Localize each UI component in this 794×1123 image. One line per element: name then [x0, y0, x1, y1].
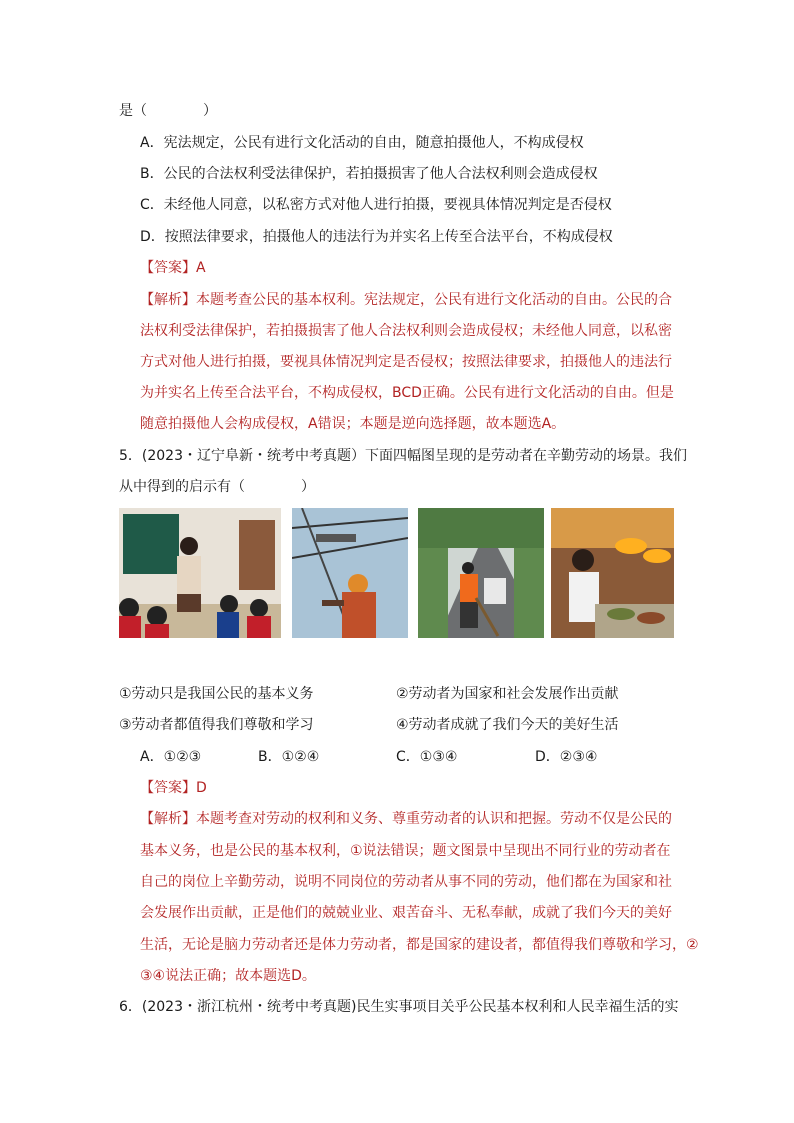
- q5-analysis-line-4: 会发展作出贡献，正是他们的兢兢业业、艰苦奋斗、无私奉献，成就了我们今天的美好: [140, 905, 672, 921]
- q5-analysis-line-5: 生活，无论是脑力劳动者还是体力劳动者，都是国家的建设者，都值得我们尊敬和学习，②: [140, 937, 699, 953]
- street-sweeper-photo: [418, 508, 544, 638]
- canteen-worker-photo: [551, 508, 674, 638]
- q4-option-a: A．宪法规定，公民有进行文化活动的自由，随意拍摄他人，不构成侵权: [140, 135, 584, 151]
- q4-analysis-line-3: 方式对他人进行拍摄，要视具体情况判定是否侵权；按照法律要求，拍摄他人的违法行: [140, 354, 672, 370]
- q5-analysis-line-6: ③④说法正确；故本题选D。: [140, 968, 316, 984]
- q5-analysis-line-1: 【解析】本题考查对劳动的权利和义务、尊重劳动者的认识和把握。劳动不仅是公民的: [140, 811, 672, 827]
- q6-stem-line-1: 6．(2023・浙江杭州・统考中考真题)民生实事项目关乎公民基本权利和人民幸福生活的实: [119, 999, 679, 1015]
- q5-choice-c: C．①③④: [396, 749, 458, 765]
- q4-option-c: C．未经他人同意，以私密方式对他人进行拍摄，要视具体情况判定是否侵权: [140, 197, 612, 213]
- q5-statement-4: ④劳动者成就了我们今天的美好生活: [396, 717, 619, 733]
- electrician-on-wire-photo: [292, 508, 408, 638]
- q5-choice-a: A．①②③: [140, 749, 202, 765]
- q5-statement-3: ③劳动者都值得我们尊敬和学习: [119, 717, 314, 733]
- q4-option-d: D．按照法律要求，拍摄他人的违法行为并实名上传至合法平台，不构成侵权: [140, 229, 613, 245]
- q5-stem-line-1: 5．(2023・辽宁阜新・统考中考真题）下面四幅图呈现的是劳动者在辛勤劳动的场景。我们: [119, 448, 687, 464]
- q4-analysis-line-4: 为并实名上传至合法平台，不构成侵权，BCD正确。公民有进行文化活动的自由。但是: [140, 385, 674, 401]
- q5-answer: 【答案】D: [140, 780, 207, 796]
- teacher-classroom-photo: [119, 508, 281, 638]
- q5-analysis-line-2: 基本义务，也是公民的基本权利，①说法错误；题文图景中呈现出不同行业的劳动者在: [140, 843, 671, 859]
- q4-analysis-line-2: 法权利受法律保护，若拍摄损害了他人合法权利则会造成侵权；未经他人同意，以私密: [140, 323, 672, 339]
- q4-analysis-line-1: 【解析】本题考查公民的基本权利。宪法规定，公民有进行文化活动的自由。公民的合: [140, 292, 672, 308]
- q5-statement-2: ②劳动者为国家和社会发展作出贡献: [396, 686, 619, 702]
- q5-statement-1: ①劳动只是我国公民的基本义务: [119, 686, 314, 702]
- q5-analysis-line-3: 自己的岗位上辛勤劳动，说明不同岗位的劳动者从事不同的劳动，他们都在为国家和社: [140, 874, 672, 890]
- q5-choice-d: D．②③④: [535, 749, 598, 765]
- q4-answer: 【答案】A: [140, 260, 206, 276]
- q4-option-b: B．公民的合法权利受法律保护，若拍摄损害了他人合法权利则会造成侵权: [140, 166, 598, 182]
- q4-stem-tail: 是（ ）: [119, 103, 217, 119]
- q5-choice-b: B．①②④: [258, 749, 320, 765]
- q4-analysis-line-5: 随意拍摄他人会构成侵权，A错误；本题是逆向选择题，故本题选A。: [140, 416, 566, 432]
- q5-stem-line-2: 从中得到的启示有（ ）: [119, 479, 315, 495]
